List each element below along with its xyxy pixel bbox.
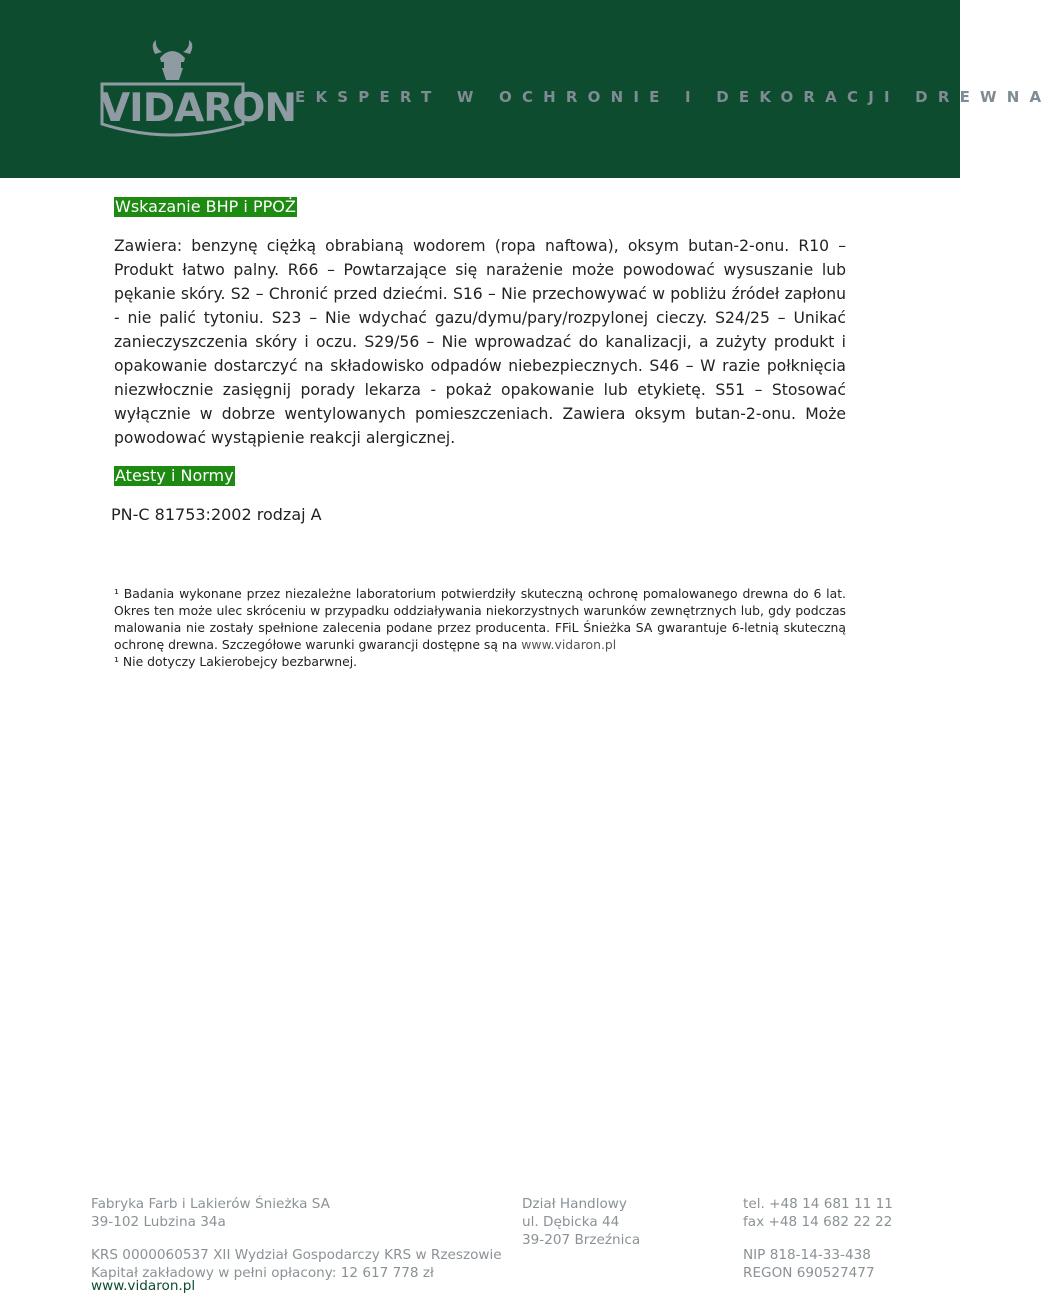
footer-fax: fax +48 14 682 22 22 — [743, 1214, 893, 1230]
page-header — [0, 0, 1051, 178]
footer-sales-block — [522, 1195, 640, 1249]
footer-company-name: Fabryka Farb i Lakierów Śnieżka SA — [91, 1196, 330, 1212]
footer-krs: KRS 0000060537 XII Wydział Gospodarczy KRS w Rzeszowie — [91, 1247, 502, 1263]
footer-website-link[interactable]: www.vidaron.pl — [91, 1278, 196, 1294]
footer-tel: tel. +48 14 681 11 11 — [743, 1196, 893, 1212]
footer-company-address: 39-102 Lubzina 34a — [91, 1214, 226, 1230]
footnote-1 — [114, 585, 846, 653]
footnote-1-text: ¹ Badania wykonane przez niezależne laboratorium potwierdziły skuteczną ochronę pomalowanego drewna do 6 lat. Okres ten może ulec skróceniu w przypadku oddziaływania niekorzystnych warunków zewnętrznych lub, gdy podczas malowania nie zostały spełnione zalecenia podane przez producenta. FFiL Śnieżka SA gwarantuje 6-letnią skuteczną ochronę drewna. Szczegółowe warunki gwarancji dostępne są na — [114, 586, 846, 652]
footer-regon: REGON 690527477 — [743, 1265, 875, 1281]
footer-sales-city: 39-207 Brzeźnica — [522, 1232, 641, 1248]
footnote-2: ¹ Nie dotyczy Lakierobejcy bezbarwnej. — [114, 654, 358, 669]
tagline: EKSPERT W OCHRONIE I DEKORACJI DREWNA — [295, 88, 1051, 106]
certificates-section-title: Atesty i Normy — [115, 466, 234, 485]
footer-capital: Kapitał zakładowy w pełni opłacony: 12 617 778 zł — [91, 1265, 434, 1281]
footer-sales-street: ul. Dębicka 44 — [522, 1214, 620, 1230]
footer-company-block — [91, 1195, 502, 1282]
footer-sales-title: Dział Handlowy — [522, 1196, 627, 1212]
safety-text: Zawiera: benzynę ciężką obrabianą wodorem (ropa naftowa), oksym butan-2-onu. R10 – Produkt łatwo palny. R66 – Powtarzające się narażenie może powodować wysuszanie lub pękanie skóry. S2 – Chronić przed dziećmi. S16 – Nie przechowywać w pobliżu źródeł zapłonu - nie palić tytoniu. S23 – Nie wdychać gazu/dymu/pary/rozpylonej cieczy. S24/25 – Unikać zanieczyszczenia skóry i oczu. S29/56 – Nie wprowadzać do kanalizacji, a zużyty produkt i opakowanie dostarczyć na składowisko odpadów niebezpiecznych. S46 – W razie połknięcia niezwłocznie zasięgnij porady lekarza - pokaż opakowanie lub etykietę. S51 – Stosować wyłącznie w dobrze wentylowanych pomieszczeniach. Zawiera oksym butan-2-onu. Może powodować wystąpienie reakcji alergicznej. — [114, 237, 846, 447]
safety-section-title: Wskazanie BHP i PPOŻ — [115, 197, 296, 216]
norm-value: PN-C 81753:2002 rodzaj A — [111, 505, 322, 524]
footnote-website-link[interactable]: www.vidaron.pl — [521, 637, 617, 652]
vidaron-logo — [100, 40, 297, 144]
footnotes — [114, 585, 846, 670]
brand-name: VIDARON — [100, 86, 297, 131]
footer-nip: NIP 818-14-33-438 — [743, 1247, 871, 1263]
footer-contact-block — [743, 1195, 893, 1282]
